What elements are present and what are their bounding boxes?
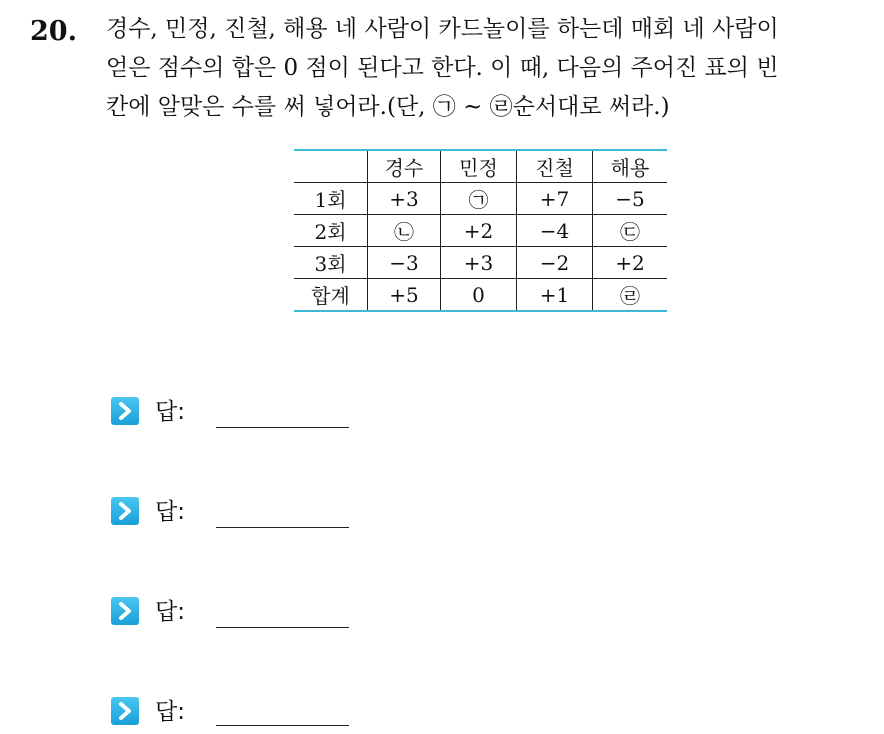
- table-row: [294, 247, 667, 279]
- row-label: 합계: [294, 279, 368, 312]
- table-cell: 0: [441, 279, 517, 312]
- table-cell: +2: [593, 247, 668, 279]
- answer-row: [111, 491, 371, 531]
- table-cell: −5: [593, 183, 668, 215]
- header-cell-empty: [294, 150, 368, 183]
- answer-row: [111, 591, 371, 631]
- chevron-right-icon: [111, 697, 139, 725]
- answer-label: 답:: [155, 699, 185, 725]
- table-cell: +3: [441, 247, 517, 279]
- score-table: [294, 149, 667, 312]
- table-cell: +1: [517, 279, 593, 312]
- answer-row: [111, 691, 371, 731]
- table-cell: −4: [517, 215, 593, 247]
- table-row-total: [294, 279, 667, 312]
- chevron-right-icon: [111, 397, 139, 425]
- answer-label: 답:: [155, 399, 185, 425]
- question-line: 경수, 민정, 진철, 해용 네 사람이 카드놀이를 하는데 매회 네 사람이: [106, 16, 779, 42]
- answer-label: 답:: [155, 499, 185, 525]
- table-row: [294, 215, 667, 247]
- table-row: [294, 183, 667, 215]
- row-label: 3회: [294, 247, 368, 279]
- table-header-row: [294, 150, 667, 183]
- table-cell: ㉡: [368, 215, 441, 247]
- table-cell: +7: [517, 183, 593, 215]
- answer-row: [111, 391, 371, 431]
- answer-blank[interactable]: [216, 427, 349, 428]
- answer-blank[interactable]: [216, 725, 349, 726]
- question-text: [106, 10, 876, 127]
- answer-blank[interactable]: [216, 627, 349, 628]
- table-cell: +3: [368, 183, 441, 215]
- question-number: 20.: [30, 16, 77, 47]
- table-cell: ㉣: [593, 279, 668, 312]
- chevron-right-icon: [111, 497, 139, 525]
- table-cell: +2: [441, 215, 517, 247]
- table-cell: ㉢: [593, 215, 668, 247]
- chevron-right-icon: [111, 597, 139, 625]
- row-label: 2회: [294, 215, 368, 247]
- question-line: 얻은 점수의 합은 0 점이 된다고 한다. 이 때, 다음의 주어진 표의 빈: [106, 55, 779, 81]
- header-cell-haeyong: 해용: [593, 150, 668, 183]
- question-line: 칸에 알맞은 수를 써 넣어라.(단, ㉠ ~ ㉣순서대로 써라.): [106, 94, 670, 120]
- table-cell: −2: [517, 247, 593, 279]
- header-cell-gyeongsu: 경수: [368, 150, 441, 183]
- answer-blank[interactable]: [216, 527, 349, 528]
- header-cell-jincheol: 진철: [517, 150, 593, 183]
- table-cell: ㉠: [441, 183, 517, 215]
- table-cell: +5: [368, 279, 441, 312]
- table-cell: −3: [368, 247, 441, 279]
- answer-label: 답:: [155, 599, 185, 625]
- header-cell-minjeong: 민정: [441, 150, 517, 183]
- row-label: 1회: [294, 183, 368, 215]
